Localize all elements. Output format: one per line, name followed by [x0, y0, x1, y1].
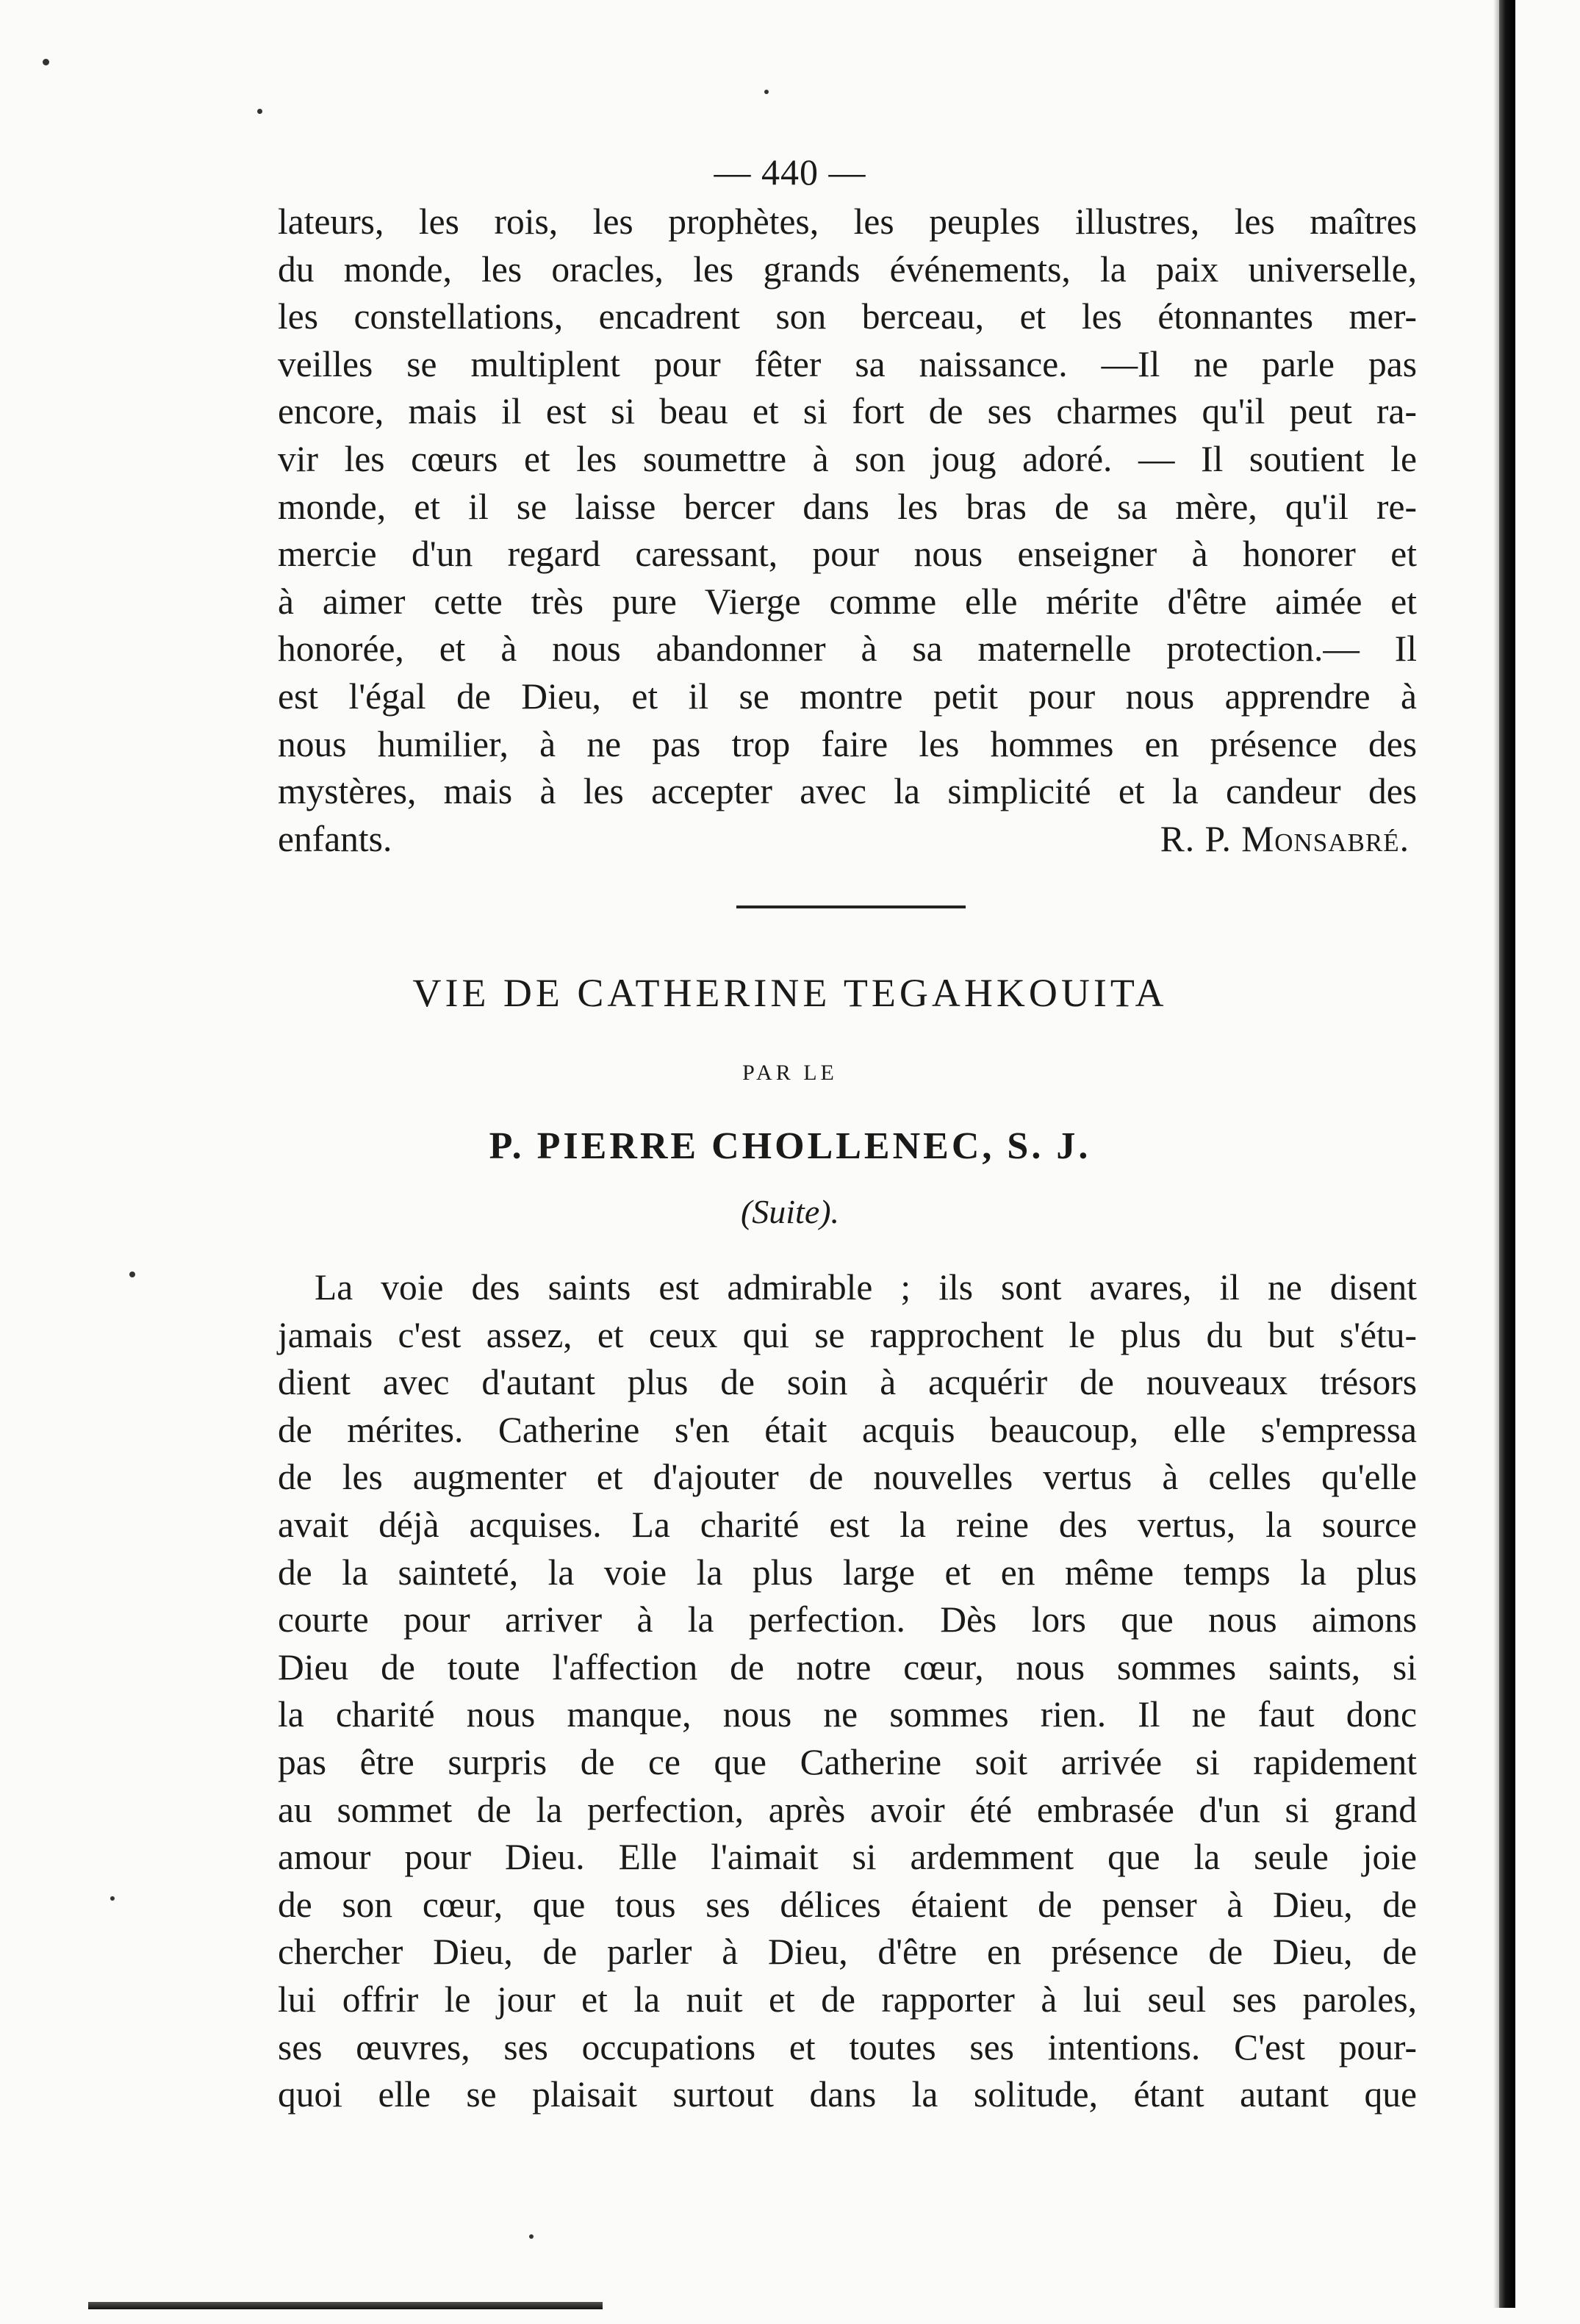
text-line: lateurs, les rois, les prophètes, les peuples illustres, les maîtres	[278, 201, 1417, 242]
text-line: mystères, mais à les accepter avec la simplicité et la candeur des	[278, 771, 1417, 812]
section-divider	[736, 905, 966, 908]
signature: R. P. Monsabré.	[1160, 818, 1410, 859]
by-line: PAR LE	[742, 1061, 838, 1085]
text-line: ses œuvres, ses occupations et toutes ses intentions. C'est pour-	[278, 2026, 1417, 2067]
paragraph-1	[278, 198, 1417, 863]
text-line: Dieu de toute l'affection de notre cœur, nous sommes saints, si	[278, 1646, 1417, 1688]
chapter-title: VIE DE CATHERINE TEGAHKOUITA	[412, 971, 1168, 1015]
text-line: les constellations, encadrent son berceau, et les étonnantes mer-	[278, 296, 1417, 337]
closing-line	[278, 816, 1417, 864]
text-line: du monde, les oracles, les grands événements, la paix universelle,	[278, 248, 1417, 290]
text-line: de son cœur, que tous ses délices étaient de penser à Dieu, de	[278, 1884, 1417, 1925]
text-line: pas être surpris de ce que Catherine soit arrivée si rapidement	[278, 1741, 1417, 1782]
text-line: avait déjà acquises. La charité est la reine des vertus, la source	[278, 1504, 1417, 1545]
text-line: nous humilier, à ne pas trop faire les hommes en présence des	[278, 723, 1417, 764]
text-line: monde, et il se laisse bercer dans les bras de sa mère, qu'il re-	[278, 486, 1417, 527]
text-line: veilles se multiplent pour fêter sa naissance. —Il ne parle pas	[278, 343, 1417, 384]
page-gutter-shadow	[1493, 0, 1499, 2308]
scan-speck	[129, 1272, 135, 1277]
text-line: est l'égal de Dieu, et il se montre petit pour nous apprendre à	[278, 675, 1417, 717]
text-line: jamais c'est assez, et ceux qui se rapprochent le plus du but s'étu-	[278, 1314, 1417, 1355]
book-spine-edge	[1499, 0, 1515, 2308]
text-line: La voie des saints est admirable ; ils sont avares, il ne disent	[315, 1267, 1417, 1308]
text-line: enfants.	[278, 818, 392, 859]
scan-speck	[110, 1896, 115, 1901]
text-line: lui offrir le jour et la nuit et de rapporter à lui seul ses paroles,	[278, 1979, 1417, 2020]
author-name: P. PIERRE CHOLLENEC, S. J.	[489, 1125, 1091, 1167]
scan-speck	[764, 90, 769, 94]
text-line: amour pour Dieu. Elle l'aimait si ardemment que la seule joie	[278, 1837, 1417, 1878]
paragraph-2	[278, 1264, 1417, 2119]
text-line: la charité nous manque, nous ne sommes rien. Il ne faut donc	[278, 1694, 1417, 1735]
text-line: courte pour arriver à la perfection. Dès lors que nous aimons	[278, 1599, 1417, 1640]
scan-speck	[257, 109, 262, 114]
continued-note: (Suite).	[740, 1193, 840, 1230]
text-line: honorée, et à nous abandonner à sa maternelle protection.— Il	[278, 628, 1417, 670]
text-line: encore, mais il est si beau et si fort de ses charmes qu'il peut ra-	[278, 391, 1417, 432]
page-bottom-edge	[88, 2302, 603, 2309]
text-line: au sommet de la perfection, après avoir été embrasée d'un si grand	[278, 1789, 1417, 1830]
scan-speck	[43, 59, 49, 65]
text-line: de la sainteté, la voie la plus large et en même temps la plus	[278, 1552, 1417, 1593]
text-line: de les augmenter et d'ajouter de nouvelles vertus à celles qu'elle	[278, 1457, 1417, 1498]
page-number: — 440 —	[714, 151, 866, 193]
text-line: de mérites. Catherine s'en était acquis beaucoup, elle s'empressa	[278, 1409, 1417, 1450]
scan-speck	[529, 2234, 534, 2239]
text-line: quoi elle se plaisait surtout dans la solitude, étant autant que	[278, 2074, 1417, 2115]
text-line: dient avec d'autant plus de soin à acquérir de nouveaux trésors	[278, 1362, 1417, 1403]
text-line: vir les cœurs et les soumettre à son joug adoré. — Il soutient le	[278, 438, 1417, 479]
text-line: mercie d'un regard caressant, pour nous enseigner à honorer et	[278, 534, 1417, 575]
text-line: à aimer cette très pure Vierge comme elle mérite d'être aimée et	[278, 581, 1417, 622]
text-line: chercher Dieu, de parler à Dieu, d'être en présence de Dieu, de	[278, 1932, 1417, 1973]
